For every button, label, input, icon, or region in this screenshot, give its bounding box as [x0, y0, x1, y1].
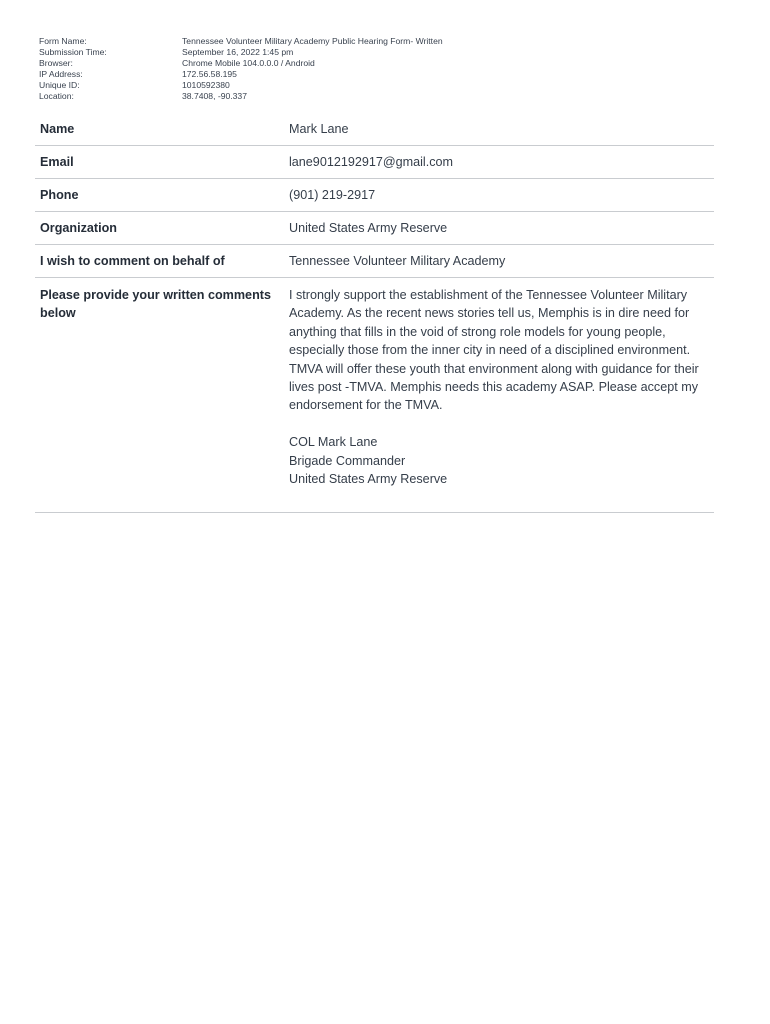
field-label: Name — [40, 121, 75, 136]
field-value: United States Army Reserve — [289, 220, 448, 235]
meta-row-unique-id — [39, 80, 443, 91]
field-value: lane9012192917@gmail.com — [289, 154, 454, 169]
meta-value: September 16, 2022 1:45 pm — [182, 47, 294, 57]
field-row-written-comments — [35, 278, 714, 513]
meta-key: Form Name: — [39, 36, 87, 46]
meta-row-ip-address — [39, 69, 443, 80]
meta-row-submission-time — [39, 47, 443, 58]
field-row-organization — [35, 212, 714, 245]
field-row-comment-on-behalf-of — [35, 245, 714, 278]
meta-key: IP Address: — [39, 69, 83, 79]
field-value: (901) 219-2917 — [289, 187, 376, 202]
meta-key: Browser: — [39, 58, 73, 68]
field-row-email — [35, 146, 714, 179]
field-label: Email — [40, 154, 74, 169]
field-value: Tennessee Volunteer Military Academy — [289, 253, 506, 268]
field-row-name — [35, 113, 714, 146]
meta-value: Chrome Mobile 104.0.0.0 / Android — [182, 58, 315, 68]
field-row-phone — [35, 179, 714, 212]
field-label: I wish to comment on behalf of — [40, 253, 225, 268]
meta-key: Unique ID: — [39, 80, 80, 90]
field-label: Phone — [40, 187, 79, 202]
field-label: Please provide your written comments below — [40, 288, 271, 321]
submission-metadata — [39, 36, 443, 102]
field-label: Organization — [40, 220, 117, 235]
meta-value: Tennessee Volunteer Military Academy Public Hearing Form- Written — [182, 36, 443, 46]
form-fields-table — [35, 113, 714, 513]
field-value: I strongly support the establishment of the Tennessee Volunteer Military Academy. As the recent news stories tell us, Memphis is in dire need for anything that fills in the void of strong role models for young people, especially those from the inner city in need of a disciplined environment. TMVA will offer these youth that environment along with guidance for their lives post -TMVA. Memphis needs this academy ASAP. Please accept my endorsement for the TMVA. COL Mark Lane Brigade Commander United States Army Reserve — [289, 288, 699, 487]
meta-key: Submission Time: — [39, 47, 107, 57]
meta-value: 172.56.58.195 — [182, 69, 237, 79]
meta-row-location — [39, 91, 443, 102]
meta-value: 1010592380 — [182, 80, 230, 90]
meta-row-form-name — [39, 36, 443, 47]
meta-value: 38.7408, -90.337 — [182, 91, 247, 101]
meta-row-browser — [39, 58, 443, 69]
meta-key: Location: — [39, 91, 74, 101]
field-value: Mark Lane — [289, 121, 349, 136]
